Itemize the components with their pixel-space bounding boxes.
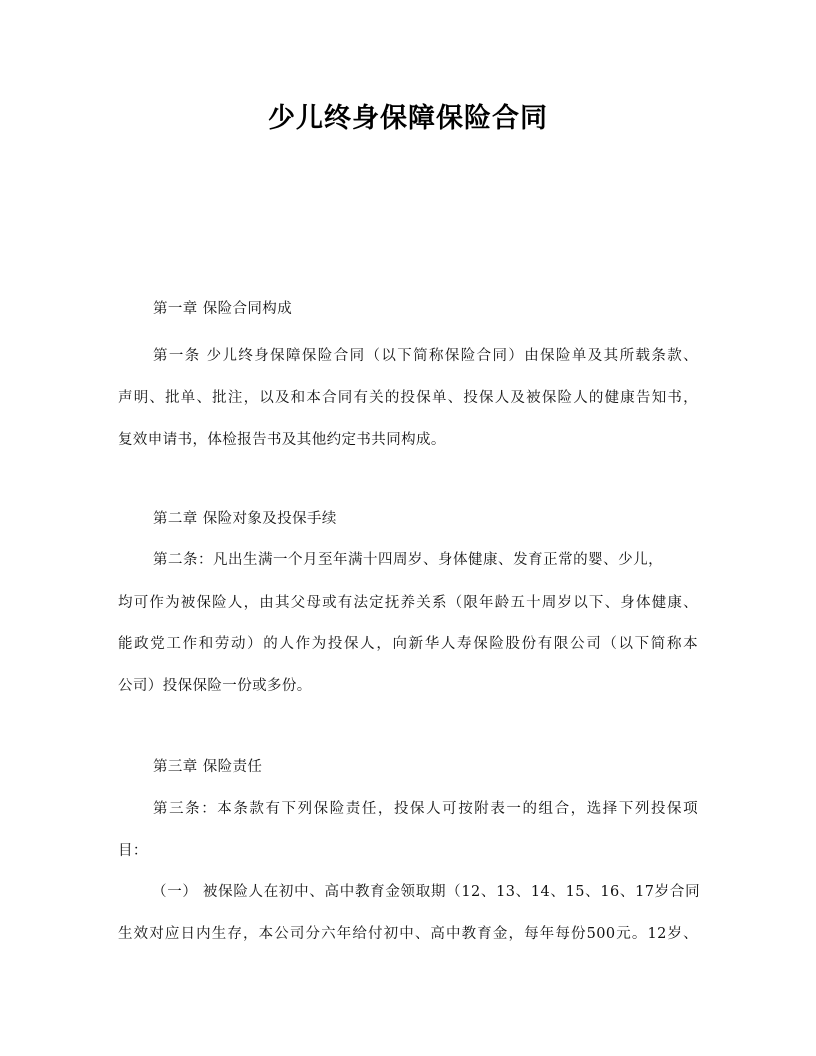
paragraph-line: 目：: [118, 843, 148, 859]
paragraph-line: 均可作为被保险人，由其父母或有法定抚养关系（限年龄五十周岁以下、身体健康、: [118, 595, 698, 611]
chapter-heading: 第三章 保险责任: [153, 759, 263, 775]
list-item-line: （一） 被保险人在初中、高中教育金领取期（12、13、14、15、16、17岁合同: [152, 884, 700, 900]
chapter-heading: 第一章 保险合同构成: [153, 301, 293, 317]
paragraph-line: 公司）投保保险一份或多份。: [118, 678, 312, 694]
paragraph-line: 能政党工作和劳动）的人作为投保人，向新华人寿保险股份有限公司（以下简称本: [118, 636, 698, 652]
paragraph-line: 第三条：本条款有下列保险责任，投保人可按附表一的组合，选择下列投保项: [153, 801, 698, 817]
list-item-line: 生效对应日内生存，本公司分六年给付初中、高中教育金，每年每份500元。12岁、: [118, 926, 698, 942]
chapter-heading: 第二章 保险对象及投保手续: [153, 511, 337, 527]
paragraph-line: 第一条 少儿终身保障保险合同（以下简称保险合同）由保险单及其所载条款、: [153, 348, 698, 364]
paragraph-line: 声明、批单、批注，以及和本合同有关的投保单、投保人及被保险人的健康告知书，: [118, 390, 698, 406]
document-title: 少儿终身保障保险合同: [268, 103, 548, 134]
paragraph-line: 复效申请书，体检报告书及其他约定书共同构成。: [118, 432, 446, 448]
paragraph-line: 第二条：凡出生满一个月至年满十四周岁、身体健康、发育正常的婴、少儿，: [153, 552, 663, 568]
